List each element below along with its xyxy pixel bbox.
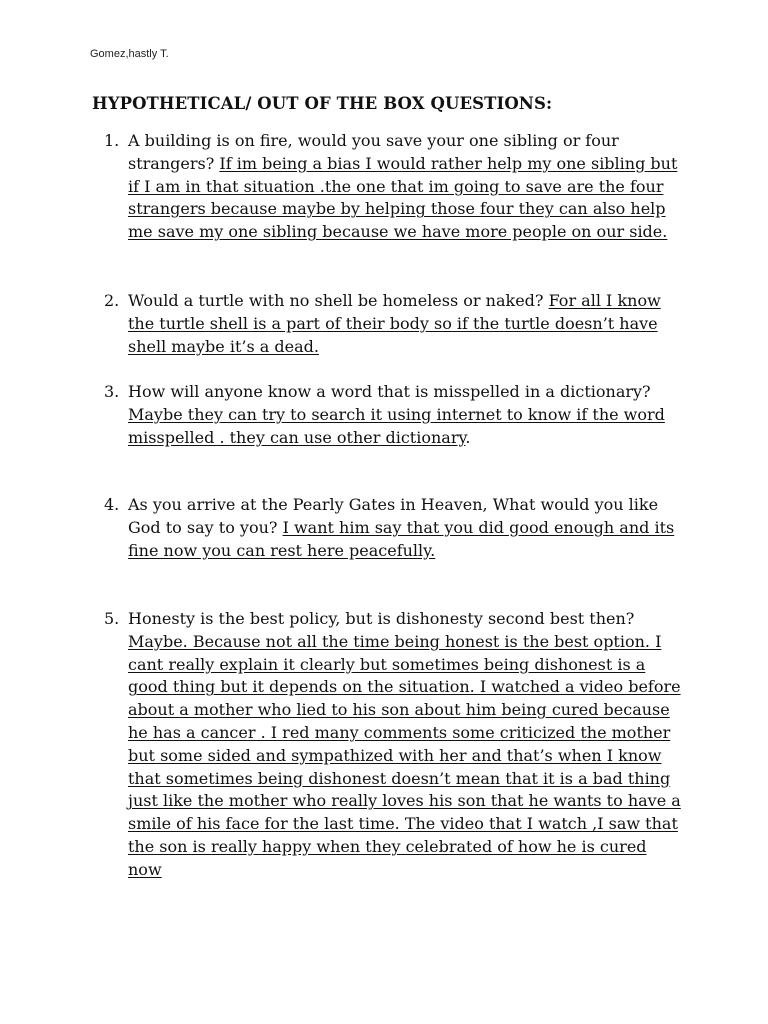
answer-text: For all I know the turtle shell is a part of their body so if the turtle doesn’t have shell maybe it’s a dead.: [128, 291, 661, 356]
question-text: A building is on fire, would you save your one sibling or four strangers?: [128, 131, 619, 173]
question-body: [128, 290, 684, 358]
question-number: 5.: [104, 609, 120, 628]
question-text: Honesty is the best policy, but is dishonesty second best then?: [128, 609, 635, 628]
question-item: [104, 381, 684, 449]
question-item: [104, 494, 684, 562]
question-body: [128, 494, 684, 562]
answer-text: Maybe. Because not all the time being honest is the best option. I cant really explain it clearly but sometimes being dishonest is a good thing but it depends on the situation. I watched a video before about a mother who lied to his son about him being cured because he has a cancer . I red many comments some criticized the mother but some sided and sympathized with her and that’s when I know that sometimes being dishonest doesn’t mean that it is a bad thing just like the mother who really loves his son that he wants to have a smile of his face for the last time. The video that I watch ,I saw that the son is really happy when they celebrated of how he is cured now: [128, 631, 681, 879]
question-body: [128, 130, 684, 244]
question-item: [104, 130, 684, 244]
question-item: [104, 608, 684, 882]
question-text: As you arrive at the Pearly Gates in Heaven, What would you like God to say to you?: [128, 495, 659, 537]
answer-text: I want him say that you did good enough and its fine now you can rest here peacefully.: [128, 517, 675, 560]
question-body: [128, 608, 684, 882]
question-text: Would a turtle with no shell be homeless or naked?: [128, 291, 544, 310]
question-number: 4.: [104, 495, 120, 514]
question-text: How will anyone know a word that is misspelled in a dictionary?: [128, 382, 651, 401]
question-item: [104, 290, 684, 358]
question-number: 1.: [104, 131, 120, 150]
answer-text: If im being a bias I would rather help my one sibling but if I am in that situation .the one that im going to save are the four strangers because maybe by helping those four they can also help me save my one sibling because we have more people on our side.: [128, 153, 678, 242]
question-number: 2.: [104, 291, 120, 310]
author-name: Gomez,hastly T.: [90, 48, 169, 60]
answer-trailing: .: [465, 427, 471, 447]
page-title: HYPOTHETICAL/ OUT OF THE BOX QUESTIONS:: [92, 94, 553, 113]
answer-text: Maybe they can try to search it using internet to know if the word misspelled . they can use other dictionary: [128, 404, 665, 447]
question-number: 3.: [104, 382, 120, 401]
question-body: [128, 381, 684, 449]
